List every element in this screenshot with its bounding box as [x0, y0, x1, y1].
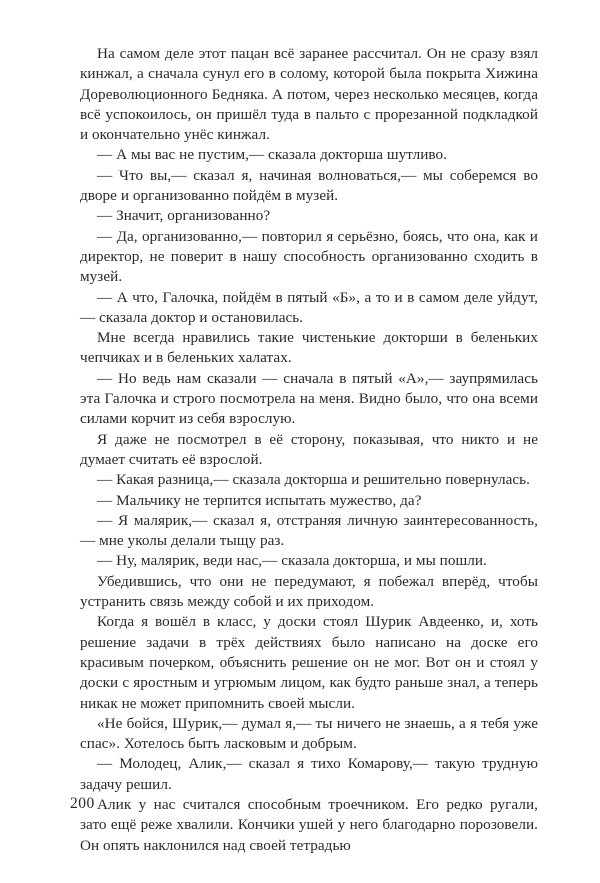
- paragraph-18: Алик у нас считался способным троечником. Его редко ругали, зато ещё реже хвалили. Кончики ушей у него благодарно порозовели. Он опять наклонился над своей тетрадью: [80, 795, 538, 854]
- paragraph-9: Я даже не посмотрел в её сторону, показывая, что никто и не думает считать её взрослой.: [80, 430, 538, 468]
- paragraph-10: — Какая разница,— сказала докторша и решительно повернулась.: [97, 471, 531, 489]
- book-page-text: [80, 44, 538, 856]
- paragraph-16: «Не бойся, Шурик,— думал я,— ты ничего не знаешь, а я тебя уже спас». Хотелось быть ласковым и добрым.: [80, 714, 538, 753]
- paragraph-5: — Да, организованно,— повторил я серьёзно, боясь, что она, как и директор, не поверит в нашу способность организованно сходить в музей.: [80, 227, 538, 286]
- paragraph-7: Мне всегда нравились такие чистенькие докторши в беленьких чепчиках и в беленьких халатах.: [80, 329, 538, 367]
- paragraph-13: — Ну, малярик, веди нас,— сказала докторша, и мы пошли.: [97, 552, 487, 570]
- paragraph-4: — Значит, организованно?: [97, 207, 271, 225]
- paragraph-14: Убедившись, что они не передумают, я побежал вперёд, чтобы устранить связь между собой и их приходом.: [80, 572, 538, 611]
- paragraph-15: Когда я вошёл в класс, у доски стоял Шурик Авдеенко, и, хоть решение задачи в трёх действиях было написано на доске его красивым почерком, объяснить решение он не мог. Вот он и стоял у доски с яростным и угрюмым лицом, как будто раньше знал, а теперь никак не может припомнить своей мысли.: [80, 613, 538, 712]
- paragraph-12: — Я малярик,— сказал я, отстраняя личную заинтересованность,— мне уколы делали тыщу раз.: [80, 511, 538, 550]
- paragraph-2: — А мы вас не пустим,— сказала докторша шутливо.: [97, 146, 447, 164]
- paragraph-1: На самом деле этот пацан всё заранее рассчитал. Он не сразу взял кинжал, а сначала сунул его в солому, которой была покрыта Хижина Дореволюционного Бедняка. А потом, через несколько месяцев, когда всё успокоилось, он пришёл туда в пальто с прорезанной подкладкой и окончательно унёс кинжал.: [80, 45, 538, 144]
- paragraph-17: — Молодец, Алик,— сказал я тихо Комарову,— такую трудную задачу решил.: [80, 755, 538, 793]
- paragraph-3: — Что вы,— сказал я, начиная волноваться,— мы соберемся во дворе и организованно пойдём в музей.: [80, 166, 538, 205]
- paragraph-6: — А что, Галочка, пойдём в пятый «Б», а то и в самом деле уйдут,— сказала доктор и остановилась.: [80, 288, 538, 326]
- paragraph-11: — Мальчику не терпится испытать мужество, да?: [97, 491, 422, 509]
- paragraph-8: — Но ведь нам сказали — сначала в пятый «А»,— заупрямилась эта Галочка и строго посмотрела на меня. Видно было, что она всеми силами корчит из себя взрослую.: [80, 369, 538, 428]
- page-number: 200: [70, 795, 95, 812]
